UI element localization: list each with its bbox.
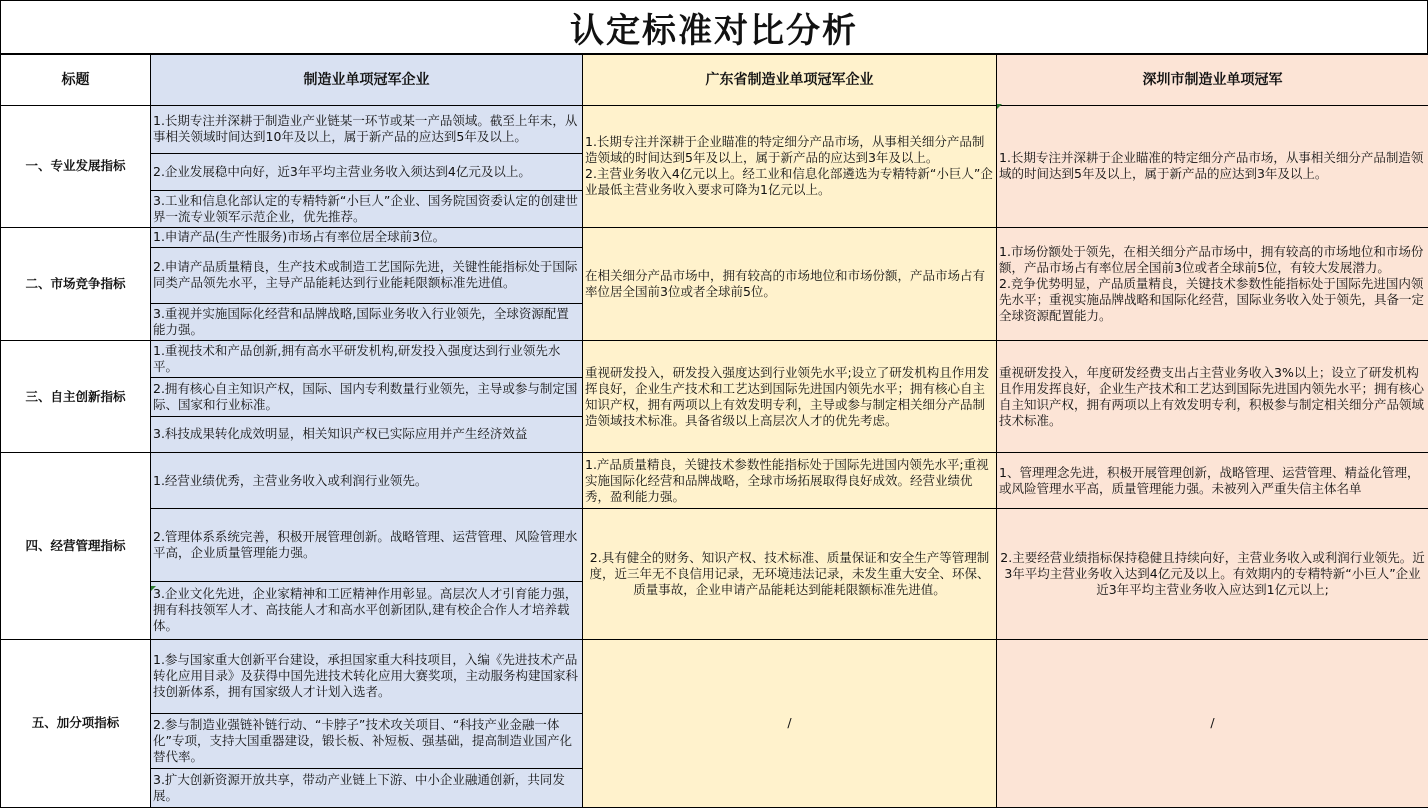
header-row	[1, 55, 1428, 106]
national-cell[interactable]: 1.长期专注并深耕于制造业产业链某一环节或某一产品领域。截至上年末，从事相关领域时间达到10年及以上，属于新产品的应达到5年及以上。	[151, 105, 583, 154]
shenzhen-cell[interactable]: 重视研发投入，年度研发经费支出占主营业务收入3%以上；设立了研发机构且作用发挥良好，企业生产技术和工艺达到国际先进国内领先水平；拥有核心自主知识产权，拥有两项以上有效发明专利，积极参与制定相关细分产品领域技术标准。	[997, 340, 1428, 452]
national-cell[interactable]: 3.企业文化先进，企业家精神和工匠精神作用彰显。高层次人才引育能力强，拥有科技领军人才、高技能人才和高水平创新团队,建有校企合作人才培养载体。	[151, 581, 583, 639]
comment-marker-icon	[997, 104, 1002, 109]
national-cell[interactable]: 2.拥有核心自主知识产权，国际、国内专利数量行业领先，主导或参与制定国际、国家和行业标准。	[151, 378, 583, 417]
national-cell[interactable]: 1.参与国家重大创新平台建设，承担国家重大科技项目，入编《先进技术产品转化应用目录》及获得中国先进技术转化应用大赛奖项，主动服务构建国家科技创新体系，拥有国家级人才计划入选者。	[151, 639, 583, 713]
header-title-col[interactable]: 标题	[1, 55, 151, 106]
header-guangdong[interactable]: 广东省制造业单项冠军企业	[583, 55, 997, 106]
category-cell[interactable]: 一、专业发展指标	[1, 105, 151, 228]
guangdong-cell[interactable]: 重视研发投入，研发投入强度达到行业领先水平;设立了研发机构且作用发挥良好，企业生产技术和工艺达到国际先进国内领先水平；拥有核心自主知识产权，拥有两项以上有效发明专利，主导或参与制定相关细分产品制造领域技术标准。具备省级以上高层次人才的优先考虑。	[583, 340, 997, 452]
category-cell[interactable]: 四、经营管理指标	[1, 453, 151, 639]
national-cell[interactable]: 3.科技成果转化成效明显，相关知识产权已实际应用并产生经济效益	[151, 416, 583, 452]
national-cell[interactable]: 2.企业发展稳中向好，近3年平均主营业务收入须达到4亿元及以上。	[151, 154, 583, 190]
national-cell[interactable]: 2.管理体系系统完善，积极开展管理创新。战略管理、运营管理、风险管理水平高，企业质量管理能力强。	[151, 508, 583, 581]
category-cell[interactable]: 五、加分项指标	[1, 639, 151, 807]
shenzhen-cell[interactable]: 1、管理理念先进，积极开展管理创新，战略管理、运营管理、精益化管理，或风险管理水平高，质量管理能力强。未被列入严重失信主体名单	[997, 453, 1428, 509]
national-cell[interactable]: 3.重视并实施国际化经营和品牌战略,国际业务收入行业领先，全球资源配置能力强。	[151, 304, 583, 340]
national-cell[interactable]: 2.参与制造业强链补链行动、“卡脖子”技术攻关项目、“科技产业金融一体化”专项，支持大国重器建设，锻长板、补短板、强基础，提高制造业国产化替代率。	[151, 713, 583, 769]
header-national[interactable]: 制造业单项冠军企业	[151, 55, 583, 106]
national-cell[interactable]: 1.重视技术和产品创新,拥有高水平研发机构,研发投入强度达到行业领先水平。	[151, 340, 583, 377]
national-cell[interactable]: 3.工业和信息化部认定的专精特新“小巨人”企业、国务院国资委认定的创建世界一流专业领军示范企业，优先推荐。	[151, 190, 583, 227]
national-cell[interactable]: 3.扩大创新资源开放共享，带动产业链上下游、中小企业融通创新，共同发展。	[151, 769, 583, 808]
guangdong-cell[interactable]: 1.产品质量精良，关键技术参数性能指标处于国际先进国内领先水平;重视实施国际化经营和品牌战略，全球市场拓展取得良好成效。经营业绩优秀，盈利能力强。	[583, 453, 997, 509]
national-cell[interactable]: 2.申请产品质量精良，生产技术或制造工艺国际先进，关键性能指标处于国际同类产品领先水平，主导产品能耗达到行业能耗限额标准先进值。	[151, 247, 583, 304]
sheet-title: 认定标准对比分析	[0, 0, 1428, 55]
comment-marker-icon	[151, 586, 156, 591]
header-shenzhen[interactable]: 深圳市制造业单项冠军	[997, 55, 1428, 106]
shenzhen-cell[interactable]: /	[997, 639, 1428, 807]
shenzhen-cell[interactable]: 2.主要经营业绩指标保持稳健且持续向好，主营业务收入或利润行业领先。近3年平均主营业务收入达到4亿元及以上。有效期内的专精特新“小巨人”企业近3年平均主营业务收入应达到1亿元以上;	[997, 508, 1428, 639]
guangdong-cell[interactable]: 2.具有健全的财务、知识产权、技术标准、质量保证和安全生产等管理制度，近三年无不良信用记录，无环境违法记录，未发生重大安全、环保、质量事故，企业申请产品能耗达到能耗限额标准先进值。	[583, 508, 997, 639]
shenzhen-cell[interactable]: 1.长期专注并深耕于企业瞄准的特定细分产品市场，从事相关细分产品制造领域的时间达到5年及以上，属于新产品的应达到3年及以上。	[997, 105, 1428, 228]
category-cell[interactable]: 三、自主创新指标	[1, 340, 151, 452]
national-cell[interactable]: 1.经营业绩优秀，主营业务收入或利润行业领先。	[151, 453, 583, 509]
guangdong-cell[interactable]: /	[583, 639, 997, 807]
guangdong-cell[interactable]: 1.长期专注并深耕于企业瞄准的特定细分产品市场，从事相关细分产品制造领域的时间达到5年及以上，属于新产品的应达到3年及以上。 2.主营业务收入4亿元以上。经工业和信息化部遴选为专精特新“小巨人”企业最低主营业务收入要求可降为1亿元以上。	[583, 105, 997, 228]
comparison-table	[0, 54, 1428, 808]
category-cell[interactable]: 二、市场竞争指标	[1, 228, 151, 340]
guangdong-cell[interactable]: 在相关细分产品市场中，拥有较高的市场地位和市场份额，产品市场占有率位居全国前3位或者全球前5位。	[583, 228, 997, 340]
shenzhen-cell[interactable]: 1.市场份额处于领先，在相关细分产品市场中，拥有较高的市场地位和市场份额，产品市场占有率位居全国前3位或者全球前5位，有较大发展潜力。 2.竞争优势明显，产品质量精良，关键技术参数性能指标处于国际先进国内领先水平；重视实施品牌战略和国际化经营，国际业务收入处于领先，具备一定全球资源配置能力。	[997, 228, 1428, 340]
national-cell[interactable]: 1.申请产品(生产性服务)市场占有率位居全球前3位。	[151, 228, 583, 247]
